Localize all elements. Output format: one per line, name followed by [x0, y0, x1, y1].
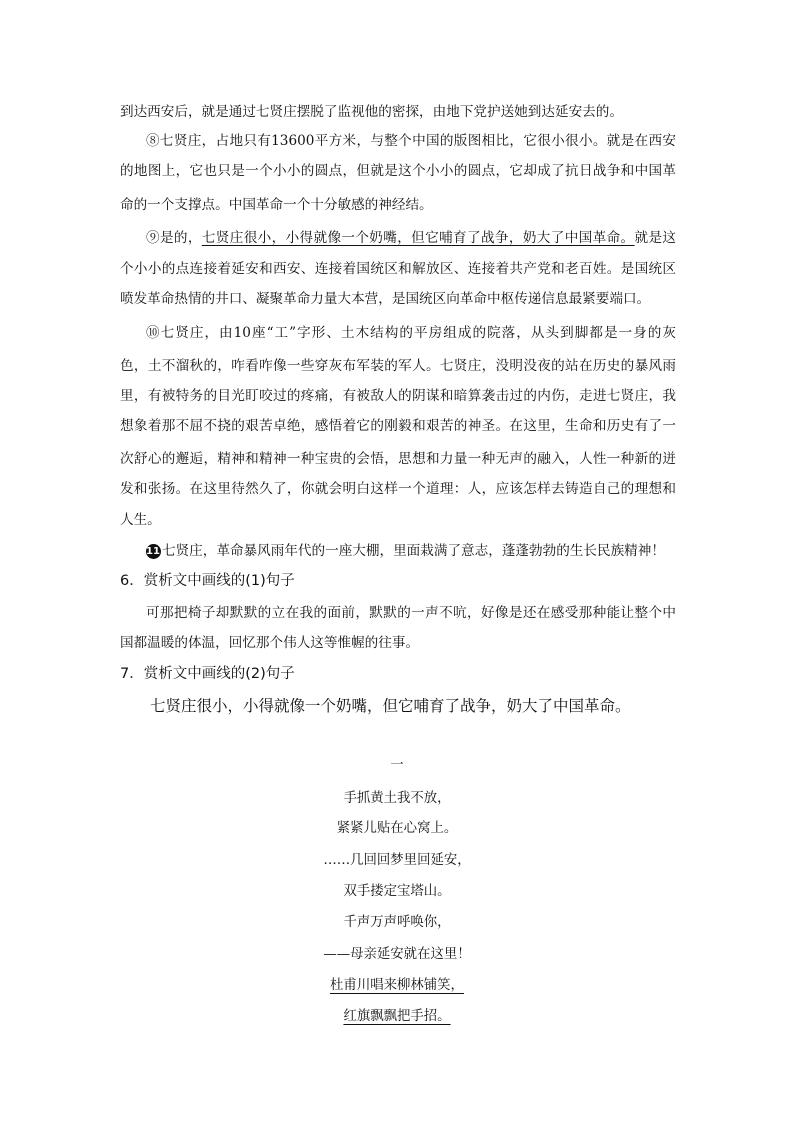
- question-6-title: 6．赏析文中画线的(1)句子: [120, 573, 295, 589]
- paragraph-9-line-3: 喷发革命热情的井口、凝聚革命力量大本营，是国统区向革命中枢传递信息最紧要端口。: [120, 291, 651, 307]
- poem-line-8: [200, 1007, 594, 1027]
- paragraph-10-line-5: 次舒心的邂逅，精神和精神一种宝贵的会悟，思想和力量一种无声的融入，人性一种新的迸: [120, 451, 676, 467]
- paragraph-10-line-7: 人生。: [120, 512, 161, 528]
- poem-section-heading: 一: [390, 758, 404, 773]
- paragraph-9-tail: 就是这: [634, 230, 676, 246]
- paragraph-10-line-1: ⑩七贤庄，由10座“工”字形、土木结构的平房组成的院落，从头到脚都是一身的灰: [146, 325, 676, 341]
- poem-line-1: 手抓黄土我不放，: [343, 791, 451, 806]
- paragraph-9-line-1: [146, 228, 676, 248]
- poem-line-2: 紧紧儿贴在心窝上。: [336, 821, 458, 836]
- paragraph-10-line-3: 里，有被特务的目光盯咬过的疼痛，有被敌人的阴谋和暗算袭击过的内伤，走进七贤庄，我: [120, 388, 676, 404]
- paragraph-10-line-4: 想象着那不屈不挠的艰苦卓绝，感悟着它的刚毅和艰苦的神圣。在这里，生命和历史有了一: [120, 418, 676, 434]
- underlined-poem-line: 红旗飘飘把手招。: [343, 1009, 451, 1024]
- question-6-line-2: 国都温暖的体温，回忆那个伟人这等惟幄的往事。: [120, 635, 420, 651]
- question-7-title: 7．赏析文中画线的(2)句子: [120, 666, 295, 682]
- paragraph-10-line-6: 发和张扬。在这里待然久了，你就会明白这样一个道理：人，应该怎样去铸造自己的理想和: [120, 481, 676, 497]
- paragraph-8-line-1: ⑧七贤庄，占地只有13600平方米，与整个中国的版图相比，它很小很小。就是在西安: [146, 133, 676, 149]
- poem-line-6: ——母亲延安就在这里！: [323, 947, 471, 962]
- text-line: 到达西安后，就是通过七贤庄摆脱了监视他的密探，由地下党护送她到达延安去的。: [120, 104, 623, 120]
- poem-line-4: 双手搂定宝塔山。: [343, 884, 451, 899]
- paragraph-11: [146, 541, 676, 561]
- underlined-sentence-2: 七贤庄很小，小得就像一个奶嘴，但它哺育了战争，奶大了中国革命。: [201, 230, 635, 246]
- paragraph-9-line-2: 个小小的点连接着延安和西安、连接着国统区和解放区、连接着共产党和老百姓。是国统区: [120, 261, 676, 277]
- paragraph-10-line-2: 色，土不溜秋的，咋看咋像一些穿灰布军装的军人。七贤庄，没明没夜的站在历史的暴风雨: [120, 358, 676, 374]
- poem-line-3: ……几回回梦里回延安，: [323, 853, 471, 868]
- poem-line-5: 千声万声呼唤你，: [343, 915, 451, 930]
- question-7-sentence: 七贤庄很小，小得就像一个奶嘴，但它哺育了战争，奶大了中国革命。: [150, 697, 631, 715]
- paragraph-11-text: 七贤庄，革命暴风雨年代的一座大棚，里面栽满了意志，蓬蓬勃勃的生长民族精神！: [162, 543, 665, 559]
- paragraph-8-line-2: 的地图上，它也只是一个小小的圆点，但就是这个小小的圆点，它却成了抗日战争和中国革: [120, 163, 676, 179]
- paragraph-8-line-3: 命的一个支撑点。中国革命一个十分敏感的神经结。: [120, 197, 433, 213]
- circled-number-11: 11: [146, 546, 160, 557]
- poem-line-7: [200, 976, 594, 996]
- underlined-poem-line: 杜甫川唱来柳林铺笑，: [330, 978, 464, 993]
- question-6-line-1: 可那把椅子却默默的立在我的面前，默默的一声不吭，好像是还在感受那种能让整个中: [146, 605, 676, 621]
- paragraph-9-lead: ⑨是的，: [146, 230, 202, 246]
